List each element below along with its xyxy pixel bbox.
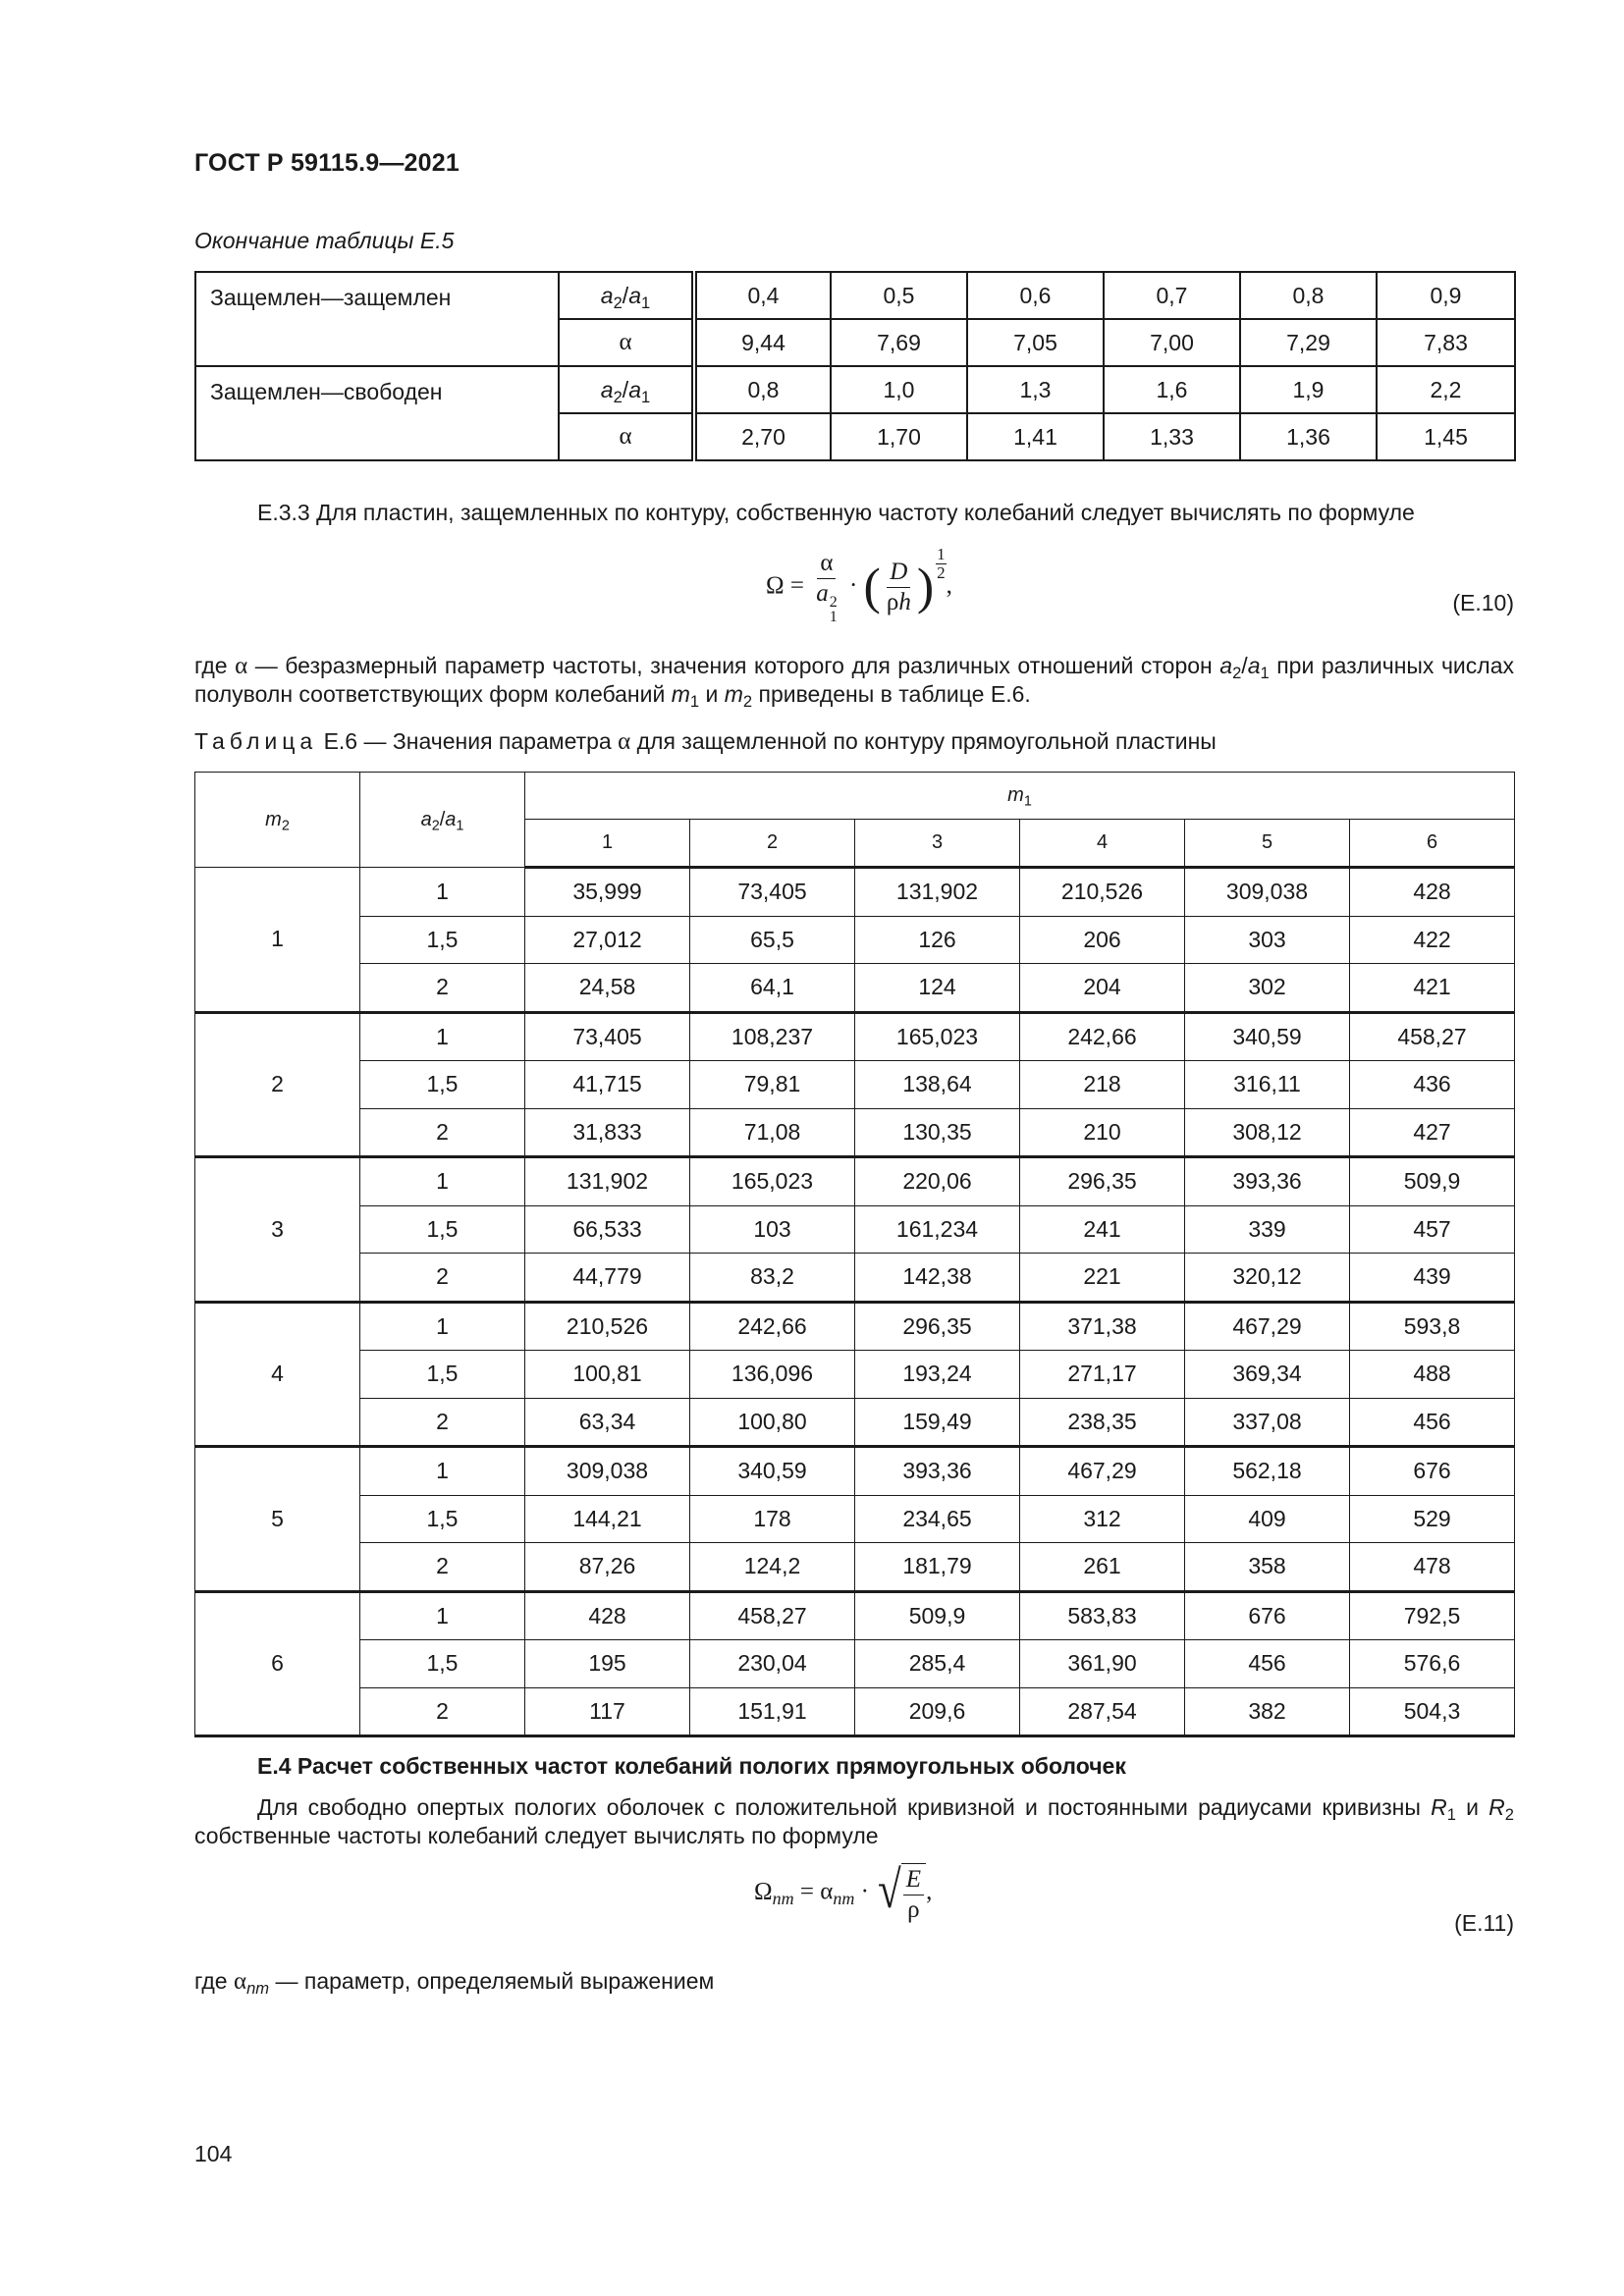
table-row [195,1495,1515,1543]
ratio-cell: 1,5 [360,1205,525,1254]
table-e6-caption: Таблица Е.6 — Значения параметра α для защемленной по контуру прямоугольной пластины [194,728,1217,755]
table-cell: 285,4 [855,1640,1020,1688]
table-cell: 103 [690,1205,855,1254]
table-row [195,1157,1515,1206]
table-e5-caption: Окончание таблицы Е.5 [194,228,455,253]
table-row [195,916,1515,964]
condition-cell: Защемлен—свободен [195,366,559,460]
table-cell: 467,29 [1185,1302,1350,1351]
formula-fraction [813,550,840,624]
table-cell: 562,18 [1185,1447,1350,1496]
paragraph-e4: Для свободно опертых пологих оболочек с положительной кривизной и постоянными радиусами кривизны $R_1$ и $R_2$ собственные частоты колебаний следует вычислять по формуле [194,1794,1514,1848]
table-cell: 87,26 [525,1543,690,1592]
ratio-cell: 2 [360,1108,525,1157]
table-cell: 316,11 [1185,1061,1350,1109]
table-cell: 457 [1350,1205,1515,1254]
table-cell: 309,038 [525,1447,690,1496]
table-cell: 340,59 [690,1447,855,1496]
table-cell: 142,38 [855,1254,1020,1303]
table-cell: 7,29 [1240,319,1377,366]
table-cell: 312 [1020,1495,1185,1543]
page-header: ГОСТ Р 59115.9—2021 [194,149,460,177]
table-cell: 2,2 [1377,366,1515,413]
ratio-cell: 2 [360,1398,525,1447]
header-m1-value: 4 [1020,820,1185,868]
table-cell: 7,05 [967,319,1104,366]
table-cell: 0,6 [967,272,1104,319]
table-cell: 204 [1020,964,1185,1013]
table-cell: 210,526 [1020,868,1185,917]
table-cell: 131,902 [525,1157,690,1206]
table-cell: 124,2 [690,1543,855,1592]
table-cell: 1,3 [967,366,1104,413]
exponent-half: $\frac{1}{2}$ [937,545,946,582]
table-cell: 206 [1020,916,1185,964]
table-cell: 0,5 [831,272,967,319]
paragraph-where-alpha-nm: где $\alpha_{nm}$ — параметр, определяемый выражением [194,1968,715,1998]
header-m2: $m_2$ [195,773,360,868]
table-row [195,1591,1515,1640]
table-cell: 161,234 [855,1205,1020,1254]
ratio-cell: 1 [360,868,525,917]
table-row [195,1061,1515,1109]
table-cell: 308,12 [1185,1108,1350,1157]
table-cell: 320,12 [1185,1254,1350,1303]
paragraph-where-alpha: где α — безразмерный параметр частоты, значения которого для различных отношений сторон $a_2/a_1$ при различных числах полуволн соответствующих форм колебаний $m_1$ и $m_2$ приведены в таблице Е.6. [194,653,1514,711]
ratio-cell: 1 [360,1012,525,1061]
table-cell: 458,27 [690,1591,855,1640]
table-cell: 64,1 [690,964,855,1013]
table-cell: 371,38 [1020,1302,1185,1351]
table-cell: 159,49 [855,1398,1020,1447]
table-cell: 261 [1020,1543,1185,1592]
table-cell: 339 [1185,1205,1350,1254]
header-m1-value: 5 [1185,820,1350,868]
table-cell: 309,038 [1185,868,1350,917]
table-cell: 24,58 [525,964,690,1013]
table-cell: 66,533 [525,1205,690,1254]
table-cell: 296,35 [855,1302,1020,1351]
table-cell: 361,90 [1020,1640,1185,1688]
table-cell: 117 [525,1687,690,1736]
table-cell: 210,526 [525,1302,690,1351]
formula-e11: $\Omega_{nm} = \alpha_{nm}$ · √ $\frac{E}{\rho}$ , [754,1860,933,1923]
table-cell: 428 [525,1591,690,1640]
table-cell: 1,0 [831,366,967,413]
ratio-cell: 1,5 [360,1495,525,1543]
table-cell: 136,096 [690,1351,855,1399]
ratio-cell: 2 [360,1543,525,1592]
square-root: √ $\frac{E}{\rho}$ [875,1863,926,1924]
table-cell: 576,6 [1350,1640,1515,1688]
ratio-cell: 2 [360,964,525,1013]
m2-cell: 2 [195,1012,360,1157]
table-cell: 422 [1350,916,1515,964]
table-cell: 393,36 [855,1447,1020,1496]
m2-cell: 1 [195,868,360,1013]
table-cell: 35,999 [525,868,690,917]
table-cell: 63,34 [525,1398,690,1447]
table-cell: 178 [690,1495,855,1543]
ratio-cell: 1 [360,1591,525,1640]
ratio-cell: 1 [360,1157,525,1206]
table-cell: 7,83 [1377,319,1515,366]
param-alpha-label: α [559,413,694,460]
table-cell: 0,4 [694,272,831,319]
table-cell: 195 [525,1640,690,1688]
table-cell: 509,9 [855,1591,1020,1640]
table-e5-continuation [194,271,1516,461]
header-m1-value: 2 [690,820,855,868]
table-cell: 165,023 [855,1012,1020,1061]
table-cell: 242,66 [690,1302,855,1351]
table-row [195,1398,1515,1447]
table-row [195,1543,1515,1592]
table-row [195,1012,1515,1061]
table-cell: 529 [1350,1495,1515,1543]
header-m1-value: 6 [1350,820,1515,868]
table-cell: 79,81 [690,1061,855,1109]
table-cell: 792,5 [1350,1591,1515,1640]
page-number: 104 [194,2141,233,2166]
table-cell: 151,91 [690,1687,855,1736]
condition-cell: Защемлен—защемлен [195,272,559,366]
table-cell: 0,8 [1240,272,1377,319]
ratio-cell: 2 [360,1254,525,1303]
table-cell: 220,06 [855,1157,1020,1206]
table-cell: 296,35 [1020,1157,1185,1206]
formula-dot: · [848,572,858,599]
table-cell: 71,08 [690,1108,855,1157]
table-cell: 1,36 [1240,413,1377,460]
table-cell: 393,36 [1185,1157,1350,1206]
table-row [195,1205,1515,1254]
formula-comma: , [946,572,952,599]
header-m1-value: 1 [525,820,690,868]
table-cell: 0,7 [1104,272,1240,319]
table-cell: 124 [855,964,1020,1013]
table-cell: 676 [1185,1591,1350,1640]
table-cell: 130,35 [855,1108,1020,1157]
table-cell: 458,27 [1350,1012,1515,1061]
table-cell: 31,833 [525,1108,690,1157]
table-cell: 303 [1185,916,1350,964]
table-cell: 436 [1350,1061,1515,1109]
table-cell: 504,3 [1350,1687,1515,1736]
table-row [195,868,1515,917]
fraction-denominator: a 2 1 [816,580,838,626]
table-cell: 1,9 [1240,366,1377,413]
table-cell: 358 [1185,1543,1350,1592]
table-row [195,1254,1515,1303]
table-cell: 478 [1350,1543,1515,1592]
table-cell: 439 [1350,1254,1515,1303]
table-cell: 340,59 [1185,1012,1350,1061]
table-cell: 209,6 [855,1687,1020,1736]
table-cell: 210 [1020,1108,1185,1157]
header-m1-value: 3 [855,820,1020,868]
table-cell: 593,8 [1350,1302,1515,1351]
table-cell: 41,715 [525,1061,690,1109]
table-cell: 234,65 [855,1495,1020,1543]
table-row [195,1447,1515,1496]
table-cell: 0,9 [1377,272,1515,319]
fraction-numerator: α [817,550,836,579]
table-cell: 83,2 [690,1254,855,1303]
section-e4-title: Е.4 Расчет собственных частот колебаний пологих прямоугольных оболочек [257,1753,1126,1779]
table-row [195,1687,1515,1736]
table-cell: 131,902 [855,868,1020,917]
equation-number-e11: (Е.11) [1454,1910,1514,1936]
table-cell: 509,9 [1350,1157,1515,1206]
table-cell: 0,8 [694,366,831,413]
ratio-cell: 2 [360,1687,525,1736]
table-cell: 1,33 [1104,413,1240,460]
param-ratio-label: $a_2/a_1$ [559,272,694,319]
m2-cell: 5 [195,1447,360,1592]
left-paren: ( [863,559,881,615]
table-cell: 676 [1350,1447,1515,1496]
table-cell: 218 [1020,1061,1185,1109]
table-cell: 242,66 [1020,1012,1185,1061]
table-cell: 382 [1185,1687,1350,1736]
header-ratio: $a_2/a_1$ [360,773,525,868]
table-cell: 1,45 [1377,413,1515,460]
table-cell: 144,21 [525,1495,690,1543]
table-cell: 302 [1185,964,1350,1013]
right-paren: ) [916,559,935,615]
table-cell: 138,64 [855,1061,1020,1109]
ratio-cell: 1 [360,1302,525,1351]
m2-cell: 6 [195,1591,360,1736]
m2-cell: 3 [195,1157,360,1303]
paragraph-e33: Е.3.3 Для пластин, защемленных по контуру, собственную частоту колебаний следует вычислять по формуле [257,500,1415,525]
table-cell: 241 [1020,1205,1185,1254]
table-cell: 409 [1185,1495,1350,1543]
table-e5-row [195,272,1515,319]
table-cell: 165,023 [690,1157,855,1206]
header-m1: $m_1$ [525,773,1515,820]
table-cell: 1,70 [831,413,967,460]
table-cell: 428 [1350,868,1515,917]
table-cell: 73,405 [525,1012,690,1061]
table-cell: 9,44 [694,319,831,366]
ratio-cell: 1,5 [360,1061,525,1109]
table-cell: 181,79 [855,1543,1020,1592]
table-cell: 467,29 [1020,1447,1185,1496]
table-cell: 193,24 [855,1351,1020,1399]
table-row [195,964,1515,1013]
m2-cell: 4 [195,1302,360,1447]
table-cell: 126 [855,916,1020,964]
table-cell: 238,35 [1020,1398,1185,1447]
table-cell: 1,41 [967,413,1104,460]
inner-fraction [884,559,914,616]
table-cell: 456 [1350,1398,1515,1447]
table-cell: 2,70 [694,413,831,460]
ratio-cell: 1,5 [360,1640,525,1688]
ratio-cell: 1 [360,1447,525,1496]
table-cell: 7,00 [1104,319,1240,366]
table-cell: 7,69 [831,319,967,366]
table-cell: 369,34 [1185,1351,1350,1399]
table-cell: 230,04 [690,1640,855,1688]
table-cell: 1,6 [1104,366,1240,413]
table-row [195,1351,1515,1399]
formula-lhs: Ω = [766,572,804,599]
formula-e10 [766,546,952,624]
table-cell: 108,237 [690,1012,855,1061]
table-cell: 100,81 [525,1351,690,1399]
table-row [195,1302,1515,1351]
ratio-cell: 1,5 [360,916,525,964]
table-cell: 583,83 [1020,1591,1185,1640]
table-cell: 65,5 [690,916,855,964]
table-row [195,1108,1515,1157]
table-cell: 456 [1185,1640,1350,1688]
table-cell: 221 [1020,1254,1185,1303]
table-e5-row [195,366,1515,413]
table-cell: 337,08 [1185,1398,1350,1447]
equation-number-e10: (Е.10) [1452,590,1514,615]
table-cell: 44,779 [525,1254,690,1303]
table-cell: 27,012 [525,916,690,964]
table-cell: 100,80 [690,1398,855,1447]
param-alpha-label: α [559,319,694,366]
ratio-cell: 1,5 [360,1351,525,1399]
param-ratio-label: $a_2/a_1$ [559,366,694,413]
inner-numerator: D [887,559,910,588]
inner-denominator: ρh [886,588,911,615]
table-cell: 271,17 [1020,1351,1185,1399]
table-cell: 427 [1350,1108,1515,1157]
table-row [195,1640,1515,1688]
table-cell: 73,405 [690,868,855,917]
table-cell: 421 [1350,964,1515,1013]
table-cell: 488 [1350,1351,1515,1399]
table-e6 [194,772,1515,1737]
table-cell: 287,54 [1020,1687,1185,1736]
